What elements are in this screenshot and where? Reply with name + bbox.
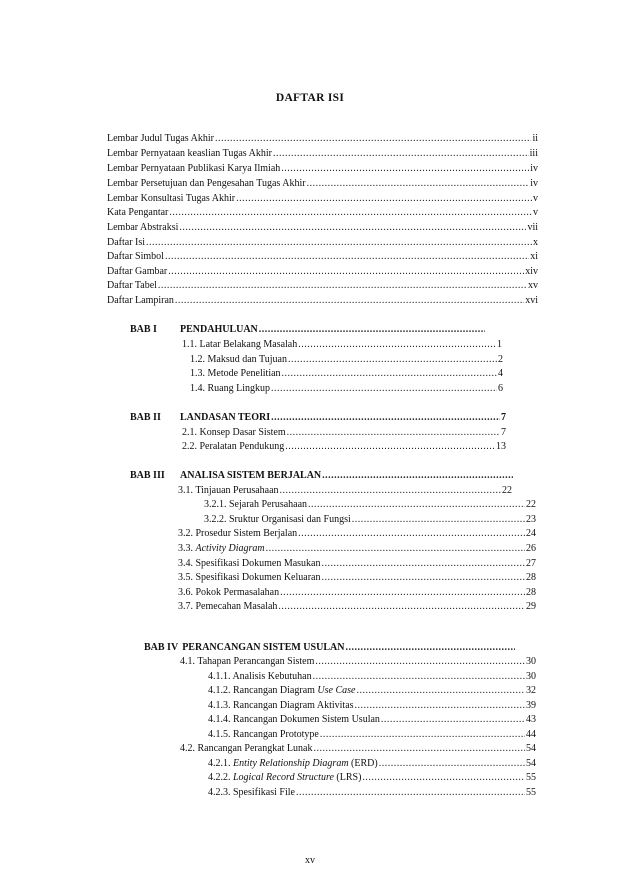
dot-leader xyxy=(175,294,524,308)
toc-entry xyxy=(208,670,536,684)
toc-entry xyxy=(107,177,538,191)
toc-entry-page: 23 xyxy=(526,514,536,525)
toc-entry-page: 22 xyxy=(502,485,512,496)
toc-entry-label-italic: Logical Record Structure xyxy=(233,772,334,783)
page-title: DAFTAR ISI xyxy=(275,92,345,104)
toc-entry-label: 3.3. xyxy=(178,543,196,554)
toc-entry xyxy=(107,162,538,176)
dot-leader xyxy=(313,670,525,684)
toc-entry xyxy=(190,353,503,367)
toc-entry xyxy=(208,771,536,785)
toc-entry xyxy=(178,542,536,556)
toc-entry-page: xiv xyxy=(525,266,538,277)
toc-entry xyxy=(178,586,536,600)
toc-entry-label-italic: Entity Relationship Diagram xyxy=(233,758,349,769)
chapter-number: BAB III xyxy=(130,470,165,481)
chapter-heading xyxy=(130,323,486,337)
dot-leader xyxy=(298,338,496,352)
toc-entry-label: Daftar Tabel xyxy=(107,280,157,291)
toc-entry-label: 3.2.1. Sejarah Perusahaan xyxy=(204,499,308,510)
toc-entry-label: 4.1.4. Rancangan Dokumen Sistem Usulan xyxy=(208,714,380,725)
toc-entry xyxy=(208,728,536,742)
toc-entry-page: 22 xyxy=(526,499,536,510)
dot-leader xyxy=(165,250,529,264)
dot-leader xyxy=(352,513,525,527)
toc-entry xyxy=(208,786,536,800)
toc-entry-page: 30 xyxy=(526,671,536,682)
toc-entry-label: Lembar Pernyataan keaslian Tugas Akhir xyxy=(107,148,272,159)
toc-entry-page: ii xyxy=(532,133,538,144)
toc-entry xyxy=(178,557,536,571)
toc-entry xyxy=(107,236,538,250)
dot-leader xyxy=(266,542,525,556)
dot-leader xyxy=(288,353,497,367)
dot-leader xyxy=(308,498,525,512)
dot-leader xyxy=(158,279,527,293)
toc-entry-page: 44 xyxy=(526,729,536,740)
toc-entry xyxy=(208,713,536,727)
toc-entry-label: 4.1.1. Analisis Kebutuhan xyxy=(208,671,312,682)
toc-entry xyxy=(107,221,538,235)
toc-entry-label: 3.2.2. Sruktur Organisasi dan Fungsi xyxy=(204,514,351,525)
toc-entry-page: 30 xyxy=(526,656,536,667)
toc-entry-label: 1.4. Ruang Lingkup xyxy=(190,383,270,394)
chapter-heading xyxy=(144,641,516,655)
chapter-heading xyxy=(130,469,514,483)
toc-entry-label: 4.1.5. Rancangan Prototype xyxy=(208,729,319,740)
toc-entry xyxy=(204,498,536,512)
toc-entry-page: 32 xyxy=(526,685,536,696)
toc-entry-page: 54 xyxy=(526,743,536,754)
toc-entry-label: Daftar Isi xyxy=(107,237,146,248)
dot-leader xyxy=(281,162,529,176)
toc-entry xyxy=(208,699,536,713)
toc-entry xyxy=(208,757,536,771)
toc-entry-page: 6 xyxy=(498,383,503,394)
toc-entry-label: Lembar Abstraksi xyxy=(107,222,179,233)
toc-entry xyxy=(178,527,536,541)
toc-entry xyxy=(204,513,536,527)
dot-leader xyxy=(320,728,525,742)
toc-entry-label: Lembar Konsultasi Tugas Akhir xyxy=(107,193,236,204)
dot-leader xyxy=(280,586,525,600)
dot-leader xyxy=(280,484,501,498)
toc-entry-label: 4.2.1. xyxy=(208,758,233,769)
chapter-title: LANDASAN TEORI xyxy=(180,412,271,423)
dot-leader xyxy=(381,713,525,727)
toc-entry-label: 3.1. Tinjauan Perusahaan xyxy=(178,485,279,496)
chapter-title: PERANCANGAN SISTEM USULAN xyxy=(182,642,345,653)
toc-entry-page: xv xyxy=(528,280,538,291)
toc-entry xyxy=(107,206,538,220)
toc-entry-label: 4.1.2. Rancangan Diagram xyxy=(208,685,318,696)
chapter-heading xyxy=(130,411,506,425)
toc-entry xyxy=(107,132,538,146)
toc-entry-label: 4.2. Rancangan Perangkat Lunak xyxy=(180,743,313,754)
toc-entry xyxy=(107,192,538,206)
toc-entry-label-italic: Activity Diagram xyxy=(195,543,265,554)
toc-entry xyxy=(178,600,536,614)
toc-entry-label: 2.2. Peralatan Pendukung xyxy=(182,441,285,452)
dot-leader xyxy=(296,786,525,800)
toc-entry-page: vii xyxy=(527,222,538,233)
dot-leader xyxy=(259,323,485,337)
dot-leader xyxy=(313,742,525,756)
dot-leader xyxy=(273,147,529,161)
toc-entry xyxy=(107,279,538,293)
toc-entry-page: 29 xyxy=(526,601,536,612)
page-number: xv xyxy=(305,855,315,866)
dot-leader xyxy=(168,265,524,279)
chapter-title: ANALISA SISTEM BERJALAN xyxy=(180,470,322,481)
chapter-number: BAB IV xyxy=(144,642,179,653)
toc-entry xyxy=(182,338,502,352)
toc-entry xyxy=(107,265,538,279)
chapter-number: BAB II xyxy=(130,412,161,423)
dot-leader xyxy=(356,684,525,698)
toc-entry xyxy=(180,655,536,669)
toc-entry xyxy=(107,294,538,308)
toc-entry-label: Daftar Lampiran xyxy=(107,295,174,306)
toc-entry-label: 4.1. Tahapan Perancangan Sistem xyxy=(180,656,315,667)
toc-entry-page: 55 xyxy=(526,772,536,783)
toc-entry-page: 43 xyxy=(526,714,536,725)
toc-entry-page: 24 xyxy=(526,528,536,539)
chapter-number: BAB I xyxy=(130,324,157,335)
toc-entry-page: 4 xyxy=(498,368,503,379)
toc-entry-page: 55 xyxy=(526,787,536,798)
toc-entry-label-suffix: (LRS) xyxy=(333,772,362,783)
toc-entry-page: 28 xyxy=(526,587,536,598)
toc-entry-page: xi xyxy=(530,251,538,262)
dot-leader xyxy=(321,571,525,585)
toc-entry-page: iv xyxy=(530,163,538,174)
toc-entry-page: 28 xyxy=(526,572,536,583)
dot-leader xyxy=(355,699,525,713)
toc-entry xyxy=(107,147,538,161)
toc-entry-label: 3.7. Pemecahan Masalah xyxy=(178,601,278,612)
dot-leader xyxy=(379,757,525,771)
dot-leader xyxy=(282,367,497,381)
chapter-title: PENDAHULUAN xyxy=(180,324,258,335)
chapter-page: 7 xyxy=(501,412,506,423)
toc-entry-page: v xyxy=(533,207,538,218)
toc-entry-label-italic: Use Case xyxy=(317,685,356,696)
toc-entry-label-suffix: (ERD) xyxy=(348,758,378,769)
toc-entry xyxy=(190,382,503,396)
dot-leader xyxy=(362,771,525,785)
dot-leader xyxy=(179,221,526,235)
toc-entry-page: 7 xyxy=(501,427,506,438)
dot-leader xyxy=(322,469,513,483)
toc-entry xyxy=(178,571,536,585)
toc-entry-label: 3.4. Spesifikasi Dokumen Masukan xyxy=(178,558,321,569)
dot-leader xyxy=(271,411,500,425)
dot-leader xyxy=(298,527,525,541)
toc-entry-label: Lembar Judul Tugas Akhir xyxy=(107,133,214,144)
toc-entry-page: v xyxy=(533,193,538,204)
toc-entry-page: xvi xyxy=(525,295,538,306)
dot-leader xyxy=(236,192,532,206)
dot-leader xyxy=(307,177,530,191)
toc-entry-page: x xyxy=(533,237,538,248)
toc-entry-label: 3.2. Prosedur Sistem Berjalan xyxy=(178,528,298,539)
toc-entry-page: 39 xyxy=(526,700,536,711)
toc-entry-label: Daftar Gambar xyxy=(107,266,168,277)
toc-entry xyxy=(208,684,536,698)
toc-entry-label: 1.3. Metode Penelitian xyxy=(190,368,281,379)
toc-entry xyxy=(182,440,506,454)
toc-entry-page: iii xyxy=(529,148,538,159)
toc-entry-label: Daftar Simbol xyxy=(107,251,164,262)
toc-entry-label: 3.5. Spesifikasi Dokumen Keluaran xyxy=(178,572,321,583)
dot-leader xyxy=(315,655,525,669)
dot-leader xyxy=(146,236,532,250)
toc-entry-label: Lembar Persetujuan dan Pengesahan Tugas Akhir xyxy=(107,178,306,189)
toc-entry xyxy=(182,426,506,440)
dot-leader xyxy=(215,132,531,146)
toc-entry xyxy=(180,742,536,756)
toc-entry-label: 2.1. Konsep Dasar Sistem xyxy=(182,427,286,438)
toc-entry-label: 1.2. Maksud dan Tujuan xyxy=(190,354,287,365)
toc-entry-page: 1 xyxy=(497,339,502,350)
toc-entry-label: 4.1.3. Rancangan Diagram Aktivitas xyxy=(208,700,354,711)
dot-leader xyxy=(169,206,532,220)
dot-leader xyxy=(322,557,526,571)
toc-entry-label: 4.2.2. xyxy=(208,772,233,783)
dot-leader xyxy=(345,641,515,655)
toc-entry-label: 1.1. Latar Belakang Masalah xyxy=(182,339,298,350)
toc-entry-label: Kata Pengantar xyxy=(107,207,169,218)
toc-entry-page: 2 xyxy=(498,354,503,365)
dot-leader xyxy=(271,382,497,396)
toc-entry-page: 27 xyxy=(526,558,536,569)
toc-entry xyxy=(178,484,512,498)
toc-entry-label: Lembar Pernyataan Publikasi Karya Ilmiah xyxy=(107,163,281,174)
toc-entry-label: 3.6. Pokok Permasalahan xyxy=(178,587,280,598)
toc-entry-page: 13 xyxy=(496,441,506,452)
toc-entry-label: 4.2.3. Spesifikasi File xyxy=(208,787,295,798)
toc-entry-page: 54 xyxy=(526,758,536,769)
toc-entry xyxy=(107,250,538,264)
dot-leader xyxy=(285,440,495,454)
dot-leader xyxy=(278,600,525,614)
toc-entry-page: iv xyxy=(530,178,538,189)
toc-entry xyxy=(190,367,503,381)
dot-leader xyxy=(287,426,500,440)
toc-entry-page: 26 xyxy=(526,543,536,554)
